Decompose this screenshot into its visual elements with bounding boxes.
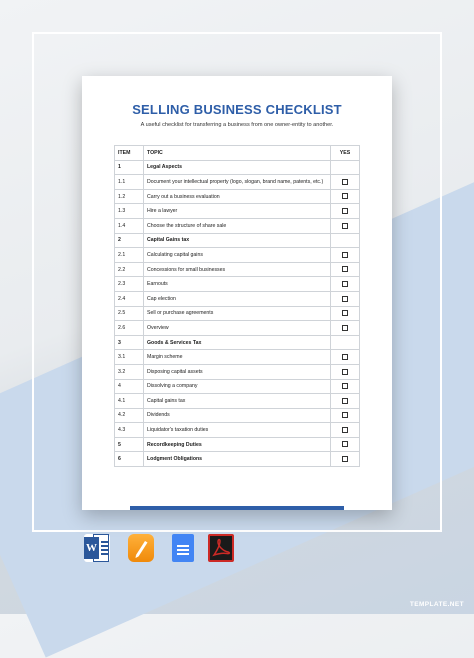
checkbox[interactable] (342, 427, 348, 433)
acrobat-swirl-icon (210, 536, 232, 560)
table-row (115, 379, 360, 394)
checkbox[interactable] (342, 354, 348, 360)
checkbox[interactable] (342, 193, 348, 199)
table-row (115, 350, 360, 365)
row-item-number: 1.4 (115, 218, 144, 233)
checklist-table (114, 145, 360, 467)
row-yes-cell (331, 335, 360, 350)
row-yes-cell (331, 189, 360, 204)
checkbox[interactable] (342, 266, 348, 272)
row-item-number: 6 (115, 452, 144, 467)
row-yes-cell (331, 160, 360, 175)
row-topic: Lodgment Obligations (144, 452, 331, 467)
row-yes-cell (331, 364, 360, 379)
table-row (115, 437, 360, 452)
table-row (115, 423, 360, 438)
row-item-number: 3.1 (115, 350, 144, 365)
checklist-body (115, 160, 360, 466)
table-row (115, 277, 360, 292)
table-row (115, 160, 360, 175)
table-header-row (115, 146, 360, 161)
row-topic: Dividends (144, 408, 331, 423)
checkbox[interactable] (342, 208, 348, 214)
row-topic: Dissolving a company (144, 379, 331, 394)
pdf-icon[interactable] (208, 534, 234, 562)
row-item-number: 1 (115, 160, 144, 175)
row-item-number: 4.2 (115, 408, 144, 423)
row-topic: Overview (144, 321, 331, 336)
row-yes-cell (331, 248, 360, 263)
table-row (115, 233, 360, 248)
checkbox[interactable] (342, 179, 348, 185)
checkbox[interactable] (342, 281, 348, 287)
table-row (115, 291, 360, 306)
watermark: TEMPLATE.NET (409, 601, 464, 608)
row-topic: Legal Aspects (144, 160, 331, 175)
document-title: SELLING BUSINESS CHECKLIST (132, 102, 342, 117)
table-row (115, 248, 360, 263)
checkbox[interactable] (342, 296, 348, 302)
row-yes-cell (331, 350, 360, 365)
row-item-number: 4.3 (115, 423, 144, 438)
checkbox[interactable] (342, 252, 348, 258)
table-row (115, 394, 360, 409)
row-yes-cell (331, 175, 360, 190)
table-row (115, 321, 360, 336)
row-topic: Hire a lawyer (144, 204, 331, 219)
row-topic: Earnouts (144, 277, 331, 292)
checkbox[interactable] (342, 383, 348, 389)
row-topic: Calculating capital gains (144, 248, 331, 263)
row-item-number: 1.1 (115, 175, 144, 190)
row-item-number: 2.1 (115, 248, 144, 263)
table-row (115, 335, 360, 350)
table-row (115, 218, 360, 233)
table-row (115, 204, 360, 219)
row-item-number: 1.3 (115, 204, 144, 219)
row-topic: Sell or purchase agreements (144, 306, 331, 321)
row-topic: Liquidator's taxation duties (144, 423, 331, 438)
row-yes-cell (331, 394, 360, 409)
row-yes-cell (331, 423, 360, 438)
row-topic: Goods & Services Tax (144, 335, 331, 350)
row-topic: Document your intellectual property (logo, slogan, brand name, patents, etc.) (144, 175, 331, 190)
row-item-number: 2.3 (115, 277, 144, 292)
row-item-number: 1.2 (115, 189, 144, 204)
row-yes-cell (331, 408, 360, 423)
row-item-number: 2.2 (115, 262, 144, 277)
row-yes-cell (331, 291, 360, 306)
row-yes-cell (331, 379, 360, 394)
row-yes-cell (331, 277, 360, 292)
pages-pen-icon (128, 534, 154, 562)
row-item-number: 5 (115, 437, 144, 452)
table-row (115, 175, 360, 190)
row-topic: Cap election (144, 291, 331, 306)
row-item-number: 4.1 (115, 394, 144, 409)
checkbox[interactable] (342, 310, 348, 316)
row-topic: Concessions for small businesses (144, 262, 331, 277)
row-topic: Recordkeeping Duties (144, 437, 331, 452)
row-topic: Choose the structure of share sale (144, 218, 331, 233)
header-item: ITEM (115, 146, 144, 161)
checkbox[interactable] (342, 325, 348, 331)
checkbox[interactable] (342, 369, 348, 375)
row-yes-cell (331, 321, 360, 336)
word-icon[interactable] (84, 534, 110, 562)
row-item-number: 2 (115, 233, 144, 248)
row-yes-cell (331, 437, 360, 452)
row-yes-cell (331, 306, 360, 321)
row-topic: Disposing capital assets (144, 364, 331, 379)
document-footer-bar (130, 506, 344, 510)
header-yes: YES (331, 146, 360, 161)
row-yes-cell (331, 218, 360, 233)
table-row (115, 452, 360, 467)
row-topic: Capital gains tax (144, 394, 331, 409)
document-subtitle: A useful checklist for transferring a business from one owner-entity to another. (140, 122, 334, 128)
table-row (115, 262, 360, 277)
row-yes-cell (331, 452, 360, 467)
row-topic: Carry out a business evaluation (144, 189, 331, 204)
row-item-number: 2.5 (115, 306, 144, 321)
row-yes-cell (331, 204, 360, 219)
pages-icon[interactable] (128, 534, 154, 562)
checkbox[interactable] (342, 398, 348, 404)
row-item-number: 3.2 (115, 364, 144, 379)
row-item-number: 3 (115, 335, 144, 350)
table-row (115, 189, 360, 204)
row-yes-cell (331, 233, 360, 248)
row-item-number: 2.4 (115, 291, 144, 306)
row-item-number: 4 (115, 379, 144, 394)
row-item-number: 2.6 (115, 321, 144, 336)
table-row (115, 364, 360, 379)
document-page (82, 76, 392, 510)
checkbox[interactable] (342, 441, 348, 447)
table-row (115, 408, 360, 423)
checkbox[interactable] (342, 412, 348, 418)
header-topic: TOPIC (144, 146, 331, 161)
table-row (115, 306, 360, 321)
row-topic: Capital Gains tax (144, 233, 331, 248)
row-topic: Margin scheme (144, 350, 331, 365)
word-letter: W (84, 537, 99, 559)
checkbox[interactable] (342, 223, 348, 229)
google-docs-icon[interactable] (172, 534, 194, 562)
checkbox[interactable] (342, 456, 348, 462)
row-yes-cell (331, 262, 360, 277)
